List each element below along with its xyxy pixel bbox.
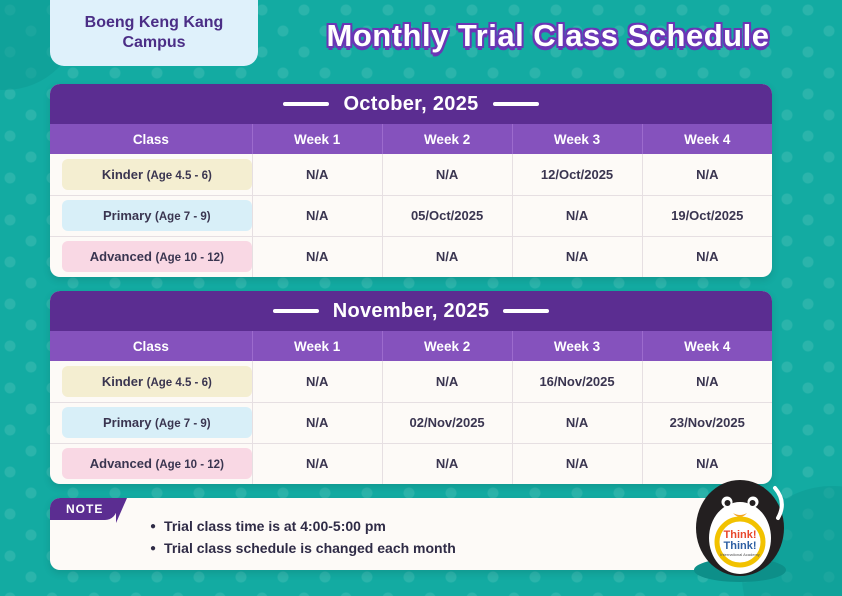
cell-week4: 23/Nov/2025 bbox=[642, 402, 772, 443]
class-cell-advanced bbox=[50, 236, 252, 277]
class-pill-kinder bbox=[62, 159, 252, 190]
cell-week2: N/A bbox=[382, 154, 512, 195]
class-age-label: (Age 7 - 9) bbox=[155, 418, 211, 430]
column-header-week4: Week 4 bbox=[642, 124, 772, 154]
list-item: ● Trial class schedule is changed each month bbox=[150, 540, 456, 556]
month-title-october bbox=[50, 84, 772, 124]
class-cell-primary bbox=[50, 402, 252, 443]
cell-week3: N/A bbox=[512, 195, 642, 236]
note-label: NOTE bbox=[50, 498, 117, 520]
class-name-label: Kinder bbox=[101, 166, 143, 182]
mascot-penguin-icon bbox=[680, 466, 800, 586]
column-header-week3: Week 3 bbox=[512, 331, 642, 361]
title-dash-right-icon bbox=[503, 309, 549, 313]
cell-week2: 05/Oct/2025 bbox=[382, 195, 512, 236]
class-age-label: (Age 4.5 - 6) bbox=[146, 169, 212, 182]
column-header-week3: Week 3 bbox=[512, 124, 642, 154]
class-cell-primary bbox=[50, 195, 252, 236]
schedule-card-october bbox=[50, 84, 772, 277]
class-pill-advanced bbox=[62, 448, 252, 479]
class-name-label: Advanced bbox=[89, 456, 152, 472]
cell-week3: 12/Oct/2025 bbox=[512, 154, 642, 195]
cell-week4: 19/Oct/2025 bbox=[642, 195, 772, 236]
cell-week2: N/A bbox=[382, 236, 512, 277]
class-pill-primary bbox=[62, 407, 252, 438]
table-row bbox=[50, 402, 772, 443]
table-header-row bbox=[50, 331, 772, 361]
class-name-label: Primary bbox=[103, 208, 152, 223]
cell-week2: N/A bbox=[382, 443, 512, 484]
title-dash-left-icon bbox=[283, 102, 329, 106]
class-age-label: (Age 7 - 9) bbox=[155, 211, 211, 223]
table-row bbox=[50, 443, 772, 484]
table-row bbox=[50, 361, 772, 402]
class-age-label: (Age 4.5 - 6) bbox=[146, 376, 212, 389]
mascot-logo-line1: Think! bbox=[723, 529, 757, 541]
month-title-october-label: October, 2025 bbox=[343, 92, 479, 115]
cell-week3: N/A bbox=[512, 236, 642, 277]
class-cell-kinder bbox=[50, 154, 252, 195]
cell-week1: N/A bbox=[252, 402, 382, 443]
column-header-week2: Week 2 bbox=[382, 331, 512, 361]
column-header-week1: Week 1 bbox=[252, 124, 382, 154]
schedule-table-october bbox=[50, 124, 772, 277]
column-header-class: Class bbox=[50, 331, 252, 361]
cell-week2: 02/Nov/2025 bbox=[382, 402, 512, 443]
class-name-label: Primary bbox=[103, 415, 152, 430]
schedule-card-november bbox=[50, 291, 772, 484]
cell-week3: 16/Nov/2025 bbox=[512, 361, 642, 402]
table-row bbox=[50, 236, 772, 277]
class-name-label: Advanced bbox=[89, 249, 152, 265]
table-header-row bbox=[50, 124, 772, 154]
cell-week1: N/A bbox=[252, 154, 382, 195]
month-title-november bbox=[50, 291, 772, 331]
cell-week3: N/A bbox=[512, 402, 642, 443]
cell-week4: N/A bbox=[696, 249, 719, 265]
list-item: ● Trial class time is at 4:00-5:00 pm bbox=[150, 518, 456, 534]
month-title-november-label: November, 2025 bbox=[332, 299, 490, 322]
note-card bbox=[50, 498, 772, 570]
class-cell-advanced bbox=[50, 443, 252, 484]
class-pill-kinder bbox=[62, 366, 252, 397]
cell-week1: N/A bbox=[252, 443, 382, 484]
cell-week1: N/A bbox=[252, 361, 382, 402]
cell-week1: N/A bbox=[252, 195, 382, 236]
title-dash-left-icon bbox=[273, 309, 319, 313]
column-header-week2: Week 2 bbox=[382, 124, 512, 154]
class-name-label: Kinder bbox=[101, 373, 143, 389]
class-cell-kinder bbox=[50, 361, 252, 402]
cell-week4: N/A bbox=[642, 361, 772, 402]
campus-badge: Boeng Keng Kang Campus bbox=[50, 0, 258, 66]
note-list bbox=[150, 518, 456, 562]
class-pill-primary bbox=[62, 200, 252, 231]
cell-week1: N/A bbox=[252, 236, 382, 277]
class-age-label: (Age 10 - 12) bbox=[155, 252, 224, 265]
class-age-label: (Age 10 - 12) bbox=[155, 459, 224, 472]
column-header-week4: Week 4 bbox=[642, 331, 772, 361]
title-dash-right-icon bbox=[493, 102, 539, 106]
table-row bbox=[50, 195, 772, 236]
cell-week2: N/A bbox=[382, 361, 512, 402]
schedule-table-november bbox=[50, 331, 772, 484]
class-pill-advanced bbox=[62, 241, 252, 272]
page-title: Monthly Trial Class Schedule bbox=[326, 18, 770, 53]
cell-week4: N/A bbox=[696, 456, 719, 472]
mascot-logo-line2: Think! bbox=[723, 540, 757, 552]
cell-week4: N/A bbox=[642, 154, 772, 195]
column-header-week1: Week 1 bbox=[252, 331, 382, 361]
mascot-logo-tagline: International Academy bbox=[720, 552, 760, 557]
cell-week3: N/A bbox=[512, 443, 642, 484]
table-row bbox=[50, 154, 772, 195]
column-header-class: Class bbox=[50, 124, 252, 154]
